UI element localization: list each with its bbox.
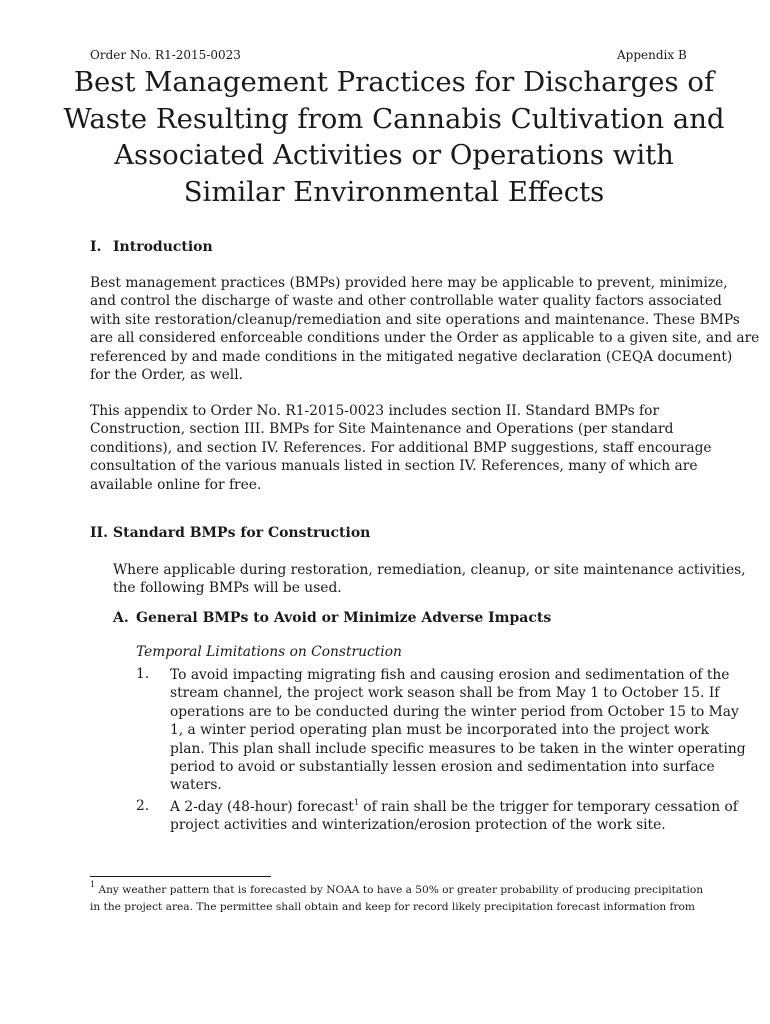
text-line: the following BMPs will be used. (113, 580, 342, 597)
text-line: for the Order, as well. (90, 367, 244, 384)
introduction-paragraph-2 (90, 402, 712, 494)
section-ii-intro (113, 561, 746, 598)
text-line: stream channel, the project work season shall be from May 1 to October 15. If (170, 685, 720, 702)
text-line (90, 882, 703, 899)
document-title (60, 64, 728, 210)
text-line: available online for free. (90, 476, 262, 493)
text-fragment: A 2-day (48-hour) forecast (170, 799, 354, 815)
title-line: Waste Resulting from Cannabis Cultivation and (63, 102, 725, 135)
text-fragment: Any weather pattern that is forecasted by NOAA to have a 50% or greater probability of producing precipitation (95, 884, 704, 896)
text-line: 1, a winter period operating plan must be incorporated into the project work (170, 722, 710, 739)
section-title: Introduction (113, 239, 213, 255)
section-number: II. (90, 525, 108, 541)
section-number: I. (90, 239, 102, 255)
subsection-title: General BMPs to Avoid or Minimize Adverse Impacts (136, 610, 552, 626)
footnote-divider (90, 876, 271, 877)
footnote (90, 882, 703, 915)
text-line: period to avoid or substantially lessen erosion and sedimentation into surface (170, 759, 715, 776)
subsection-letter: A. (113, 610, 129, 626)
text-line: Best management practices (BMPs) provided here may be applicable to prevent, minimize, (90, 275, 728, 291)
section-title: Standard BMPs for Construction (113, 525, 371, 541)
list-item-number: 2. (136, 798, 150, 814)
text-line: project activities and winterization/erosion protection of the work site. (170, 817, 666, 834)
list-item-1-text (170, 666, 746, 795)
text-line: in the project area. The permittee shall obtain and keep for record likely precipitation forecast information from (90, 900, 695, 913)
text-line: consultation of the various manuals listed in section IV. References, many of which are (90, 458, 698, 475)
introduction-paragraph-1 (90, 274, 759, 384)
text-line: Construction, section III. BMPs for Site Maintenance and Operations (per standard (90, 421, 674, 438)
text-line: and control the discharge of waste and other controllable water quality factors associated (90, 293, 722, 310)
text-line: This appendix to Order No. R1-2015-0023 includes section II. Standard BMPs for (90, 403, 660, 419)
text-fragment: of rain shall be the trigger for temporary cessation of (358, 799, 738, 815)
footnote-marker: 1 (90, 880, 96, 889)
text-line (170, 798, 738, 816)
order-number-header: Order No. R1-2015-0023 (90, 48, 241, 62)
list-item-2-text (170, 798, 738, 835)
text-line: waters. (170, 777, 222, 794)
text-line: To avoid impacting migrating fish and causing erosion and sedimentation of the (170, 667, 730, 683)
footnote-reference[interactable]: 1 (353, 798, 359, 807)
temporal-limitations-subheading: Temporal Limitations on Construction (136, 644, 402, 660)
text-line: are all considered enforceable conditions under the Order as applicable to a given site, and are (90, 330, 760, 347)
text-line: operations are to be conducted during the winter period from October 15 to May (170, 703, 739, 720)
appendix-label-header: Appendix B (617, 48, 687, 62)
title-line: Best Management Practices for Discharges of (73, 66, 715, 98)
text-line: Where applicable during restoration, remediation, cleanup, or site maintenance activities, (113, 562, 746, 578)
list-item-number: 1. (136, 666, 150, 682)
title-line: Similar Environmental Effects (183, 175, 605, 208)
text-line: plan. This plan shall include specific measures to be taken in the winter operating (170, 740, 746, 757)
text-line: conditions), and section IV. References. For additional BMP suggestions, staff encourage (90, 439, 712, 456)
text-line: with site restoration/cleanup/remediation and site operations and maintenance. These BMPs (90, 311, 740, 328)
text-line: referenced by and made conditions in the mitigated negative declaration (CEQA document) (90, 348, 733, 365)
title-line: Associated Activities or Operations with (114, 139, 674, 171)
